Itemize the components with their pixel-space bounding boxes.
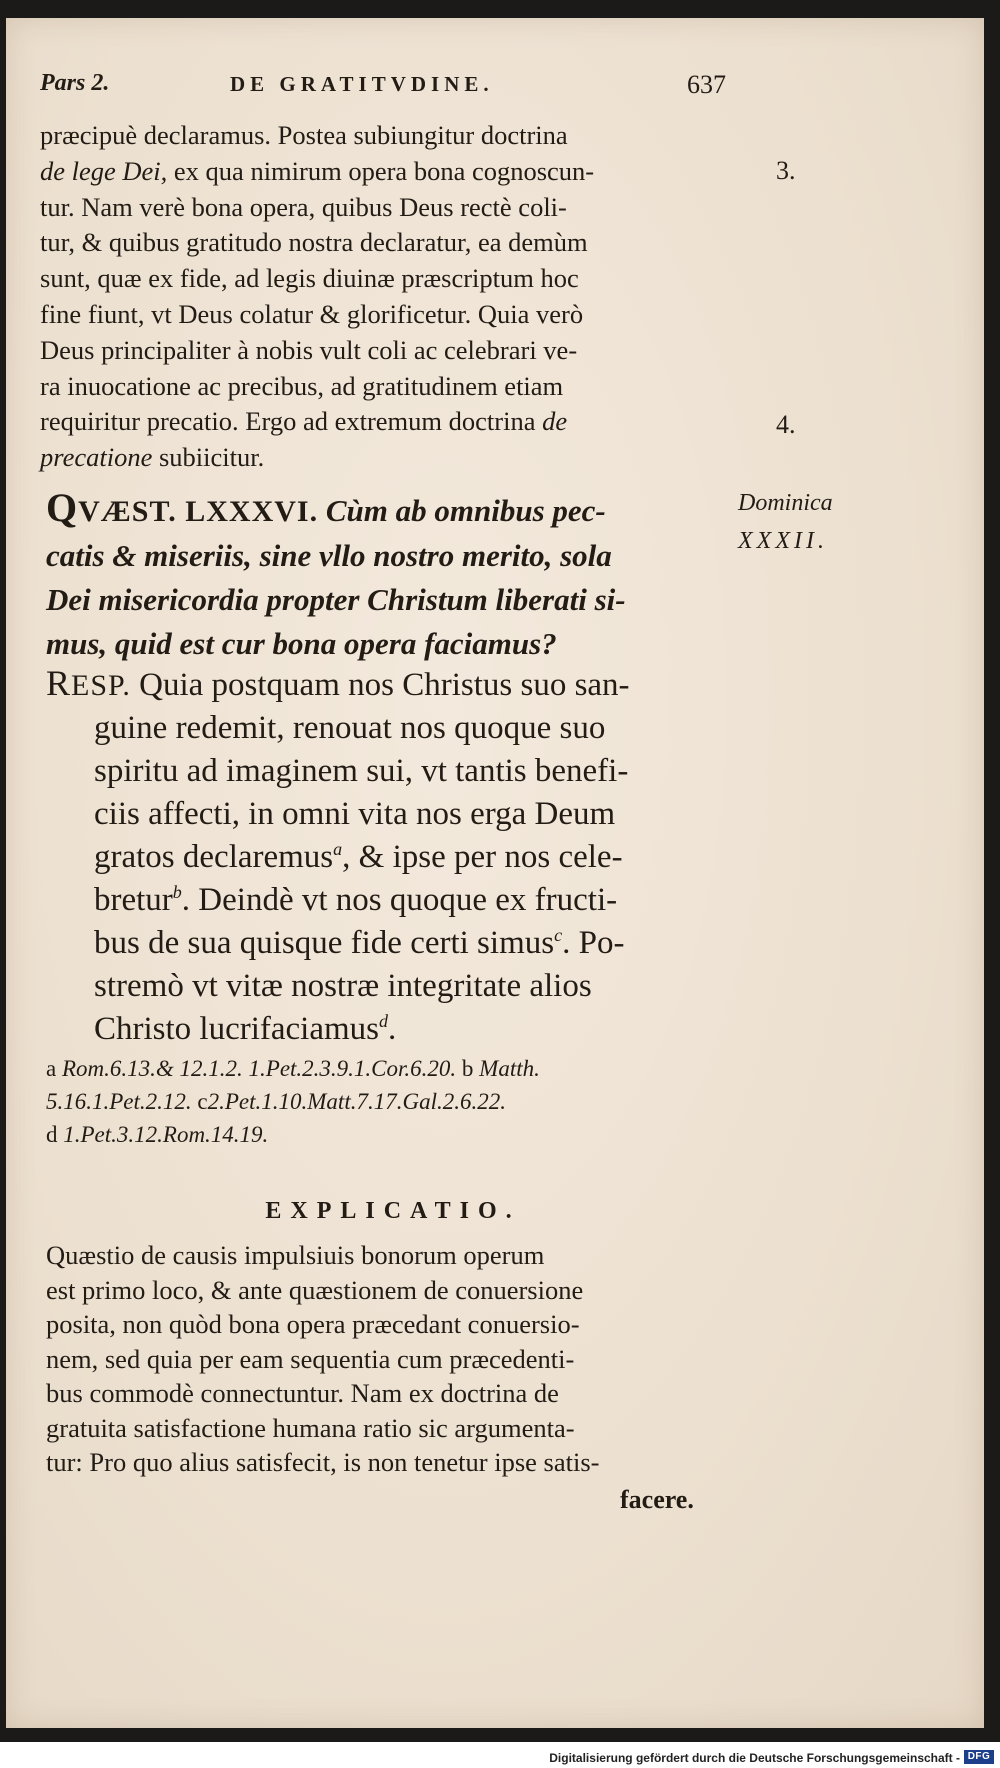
text-line: Christo lucrifaciamus — [94, 1011, 380, 1047]
text-line: tur. Nam verè bona opera, quibus Deus rectè coli- — [40, 191, 567, 222]
text-line: est primo loco, & ante quæstionem de conuersione — [46, 1274, 584, 1305]
ref-a: Rom.6.13.& 12.1.2. 1.Pet.2.3.9.1.Cor.6.20. — [56, 1056, 457, 1081]
margin-note-4: 4. — [776, 410, 796, 439]
text-line: guine redemit, renouat nos quoque suo — [94, 710, 606, 746]
text-line: ra inuocatione ac precibus, ad gratitudinem etiam — [40, 370, 564, 401]
page-number: 637 — [687, 70, 726, 99]
text-line: Quæstio de causis impulsiuis bonorum operum — [46, 1240, 545, 1270]
ref-b: Matth. — [473, 1056, 540, 1081]
text-line: Cùm ab omnibus pec- — [318, 493, 606, 528]
footnote-mark-b: b — [172, 882, 182, 902]
dfg-logo: DFG — [964, 1750, 994, 1764]
running-header — [40, 70, 726, 110]
text-line: nem, sed quia per eam sequentia cum præcedenti- — [46, 1343, 575, 1374]
question-label-rest: VÆST. LXXXVI. — [78, 495, 319, 528]
footer-bar — [0, 1746, 1000, 1768]
margin-note-3: 3. — [776, 156, 796, 185]
text-line: bus de sua quisque fide certi simus — [94, 925, 555, 961]
ref-c: 2.Pet.1.10.Matt.7.17.Gal.2.6.22. — [207, 1089, 506, 1114]
drop-letter: R — [46, 663, 72, 703]
text-line: bretur — [94, 882, 173, 918]
catchword: facere. — [620, 1485, 694, 1514]
ref-letter-c: c — [191, 1089, 208, 1114]
references — [46, 1052, 728, 1151]
response-body — [46, 707, 728, 1051]
text-line: ex qua nimirum opera bona cognoscun- — [167, 155, 595, 186]
ref-b-cont: 5.16.1.Pet.2.12. — [46, 1089, 192, 1114]
text-line: præcipuè declaramus. Postea subiungitur doctrina — [40, 120, 568, 150]
text-line-italic: precatione — [40, 442, 153, 473]
text-line: bus commodè connectuntur. Nam ex doctrina de — [46, 1378, 559, 1408]
text-line: catis & miseriis, sine vllo nostro merito, sola — [46, 538, 612, 573]
ref-letter-d: d — [46, 1122, 58, 1147]
ref-letter-b: b — [456, 1056, 474, 1081]
footnote-mark-d: d — [379, 1011, 389, 1031]
text-line: requiritur precatio. Ergo ad extremum doctrina — [40, 406, 536, 437]
text-line: spiritu ad imaginem sui, vt tantis benefi- — [94, 753, 629, 789]
question-label — [46, 485, 319, 530]
text-line: tur, & quibus gratitudo nostra declaratur, ea demùm — [40, 227, 588, 258]
text-line: subiicitur. — [152, 442, 265, 473]
footnote-mark-a: a — [333, 839, 343, 859]
text-line: Quia postquam nos Christus suo san- — [130, 667, 630, 703]
text-line: mus, quid est cur bona opera faciamus? — [46, 626, 557, 661]
margin-dominica: Dominica — [738, 490, 833, 516]
footnote-mark-c: c — [554, 925, 563, 945]
text-line: fine fiunt, vt Deus colatur & glorificetur. Quia verò — [40, 298, 584, 329]
text-line: posita, non quòd bona opera præcedant conuersio- — [46, 1309, 580, 1339]
text-line: Deus principaliter à nobis vult coli ac celebrari ve- — [40, 334, 578, 365]
text-line-italic: de — [535, 406, 568, 437]
text-line: stremò vt vitæ nostræ integritate alios — [94, 968, 592, 1004]
text-line: ciis affecti, in omni vita nos erga Deum — [94, 796, 616, 832]
text-line: sunt, quæ ex fide, ad legis diuinæ præscriptum hoc — [40, 263, 579, 294]
text-line: gratuita satisfactione humana ratio sic argumenta- — [46, 1412, 575, 1443]
text-line: . Deindè vt nos quoque ex fructi- — [181, 882, 618, 918]
text-line-italic: de lege Dei, — [40, 155, 168, 186]
text-line: Dei misericordia propter Christum liberati si- — [46, 582, 626, 617]
text-line: tur: Pro quo alius satisfecit, is non tenetur ipse satis- — [46, 1447, 600, 1477]
response-label-rest: ESP. — [71, 669, 131, 702]
section-title: EXPLICATIO. — [265, 1198, 521, 1224]
response-label — [46, 663, 131, 703]
text-line: . — [388, 1011, 397, 1047]
question-86 — [46, 486, 728, 666]
margin-dominica-number: XXXII. — [738, 528, 828, 554]
ref-letter-a: a — [46, 1056, 57, 1081]
text-line: . Po- — [562, 925, 625, 961]
header-part: Pars 2. — [40, 70, 110, 96]
intro-paragraph — [40, 118, 726, 476]
header-title: DE GRATITVDINE. — [230, 72, 494, 96]
drop-letter: Q — [46, 485, 79, 530]
footer-credit: Digitalisierung gefördert durch die Deutsche Forschungsgemeinschaft - — [549, 1751, 960, 1765]
ref-d: 1.Pet.3.12.Rom.14.19. — [57, 1122, 269, 1147]
response — [46, 662, 728, 1051]
text-line: , & ipse per nos cele- — [342, 839, 623, 875]
text-line: gratos declaremus — [94, 839, 334, 875]
explicatio-paragraph — [46, 1238, 726, 1480]
